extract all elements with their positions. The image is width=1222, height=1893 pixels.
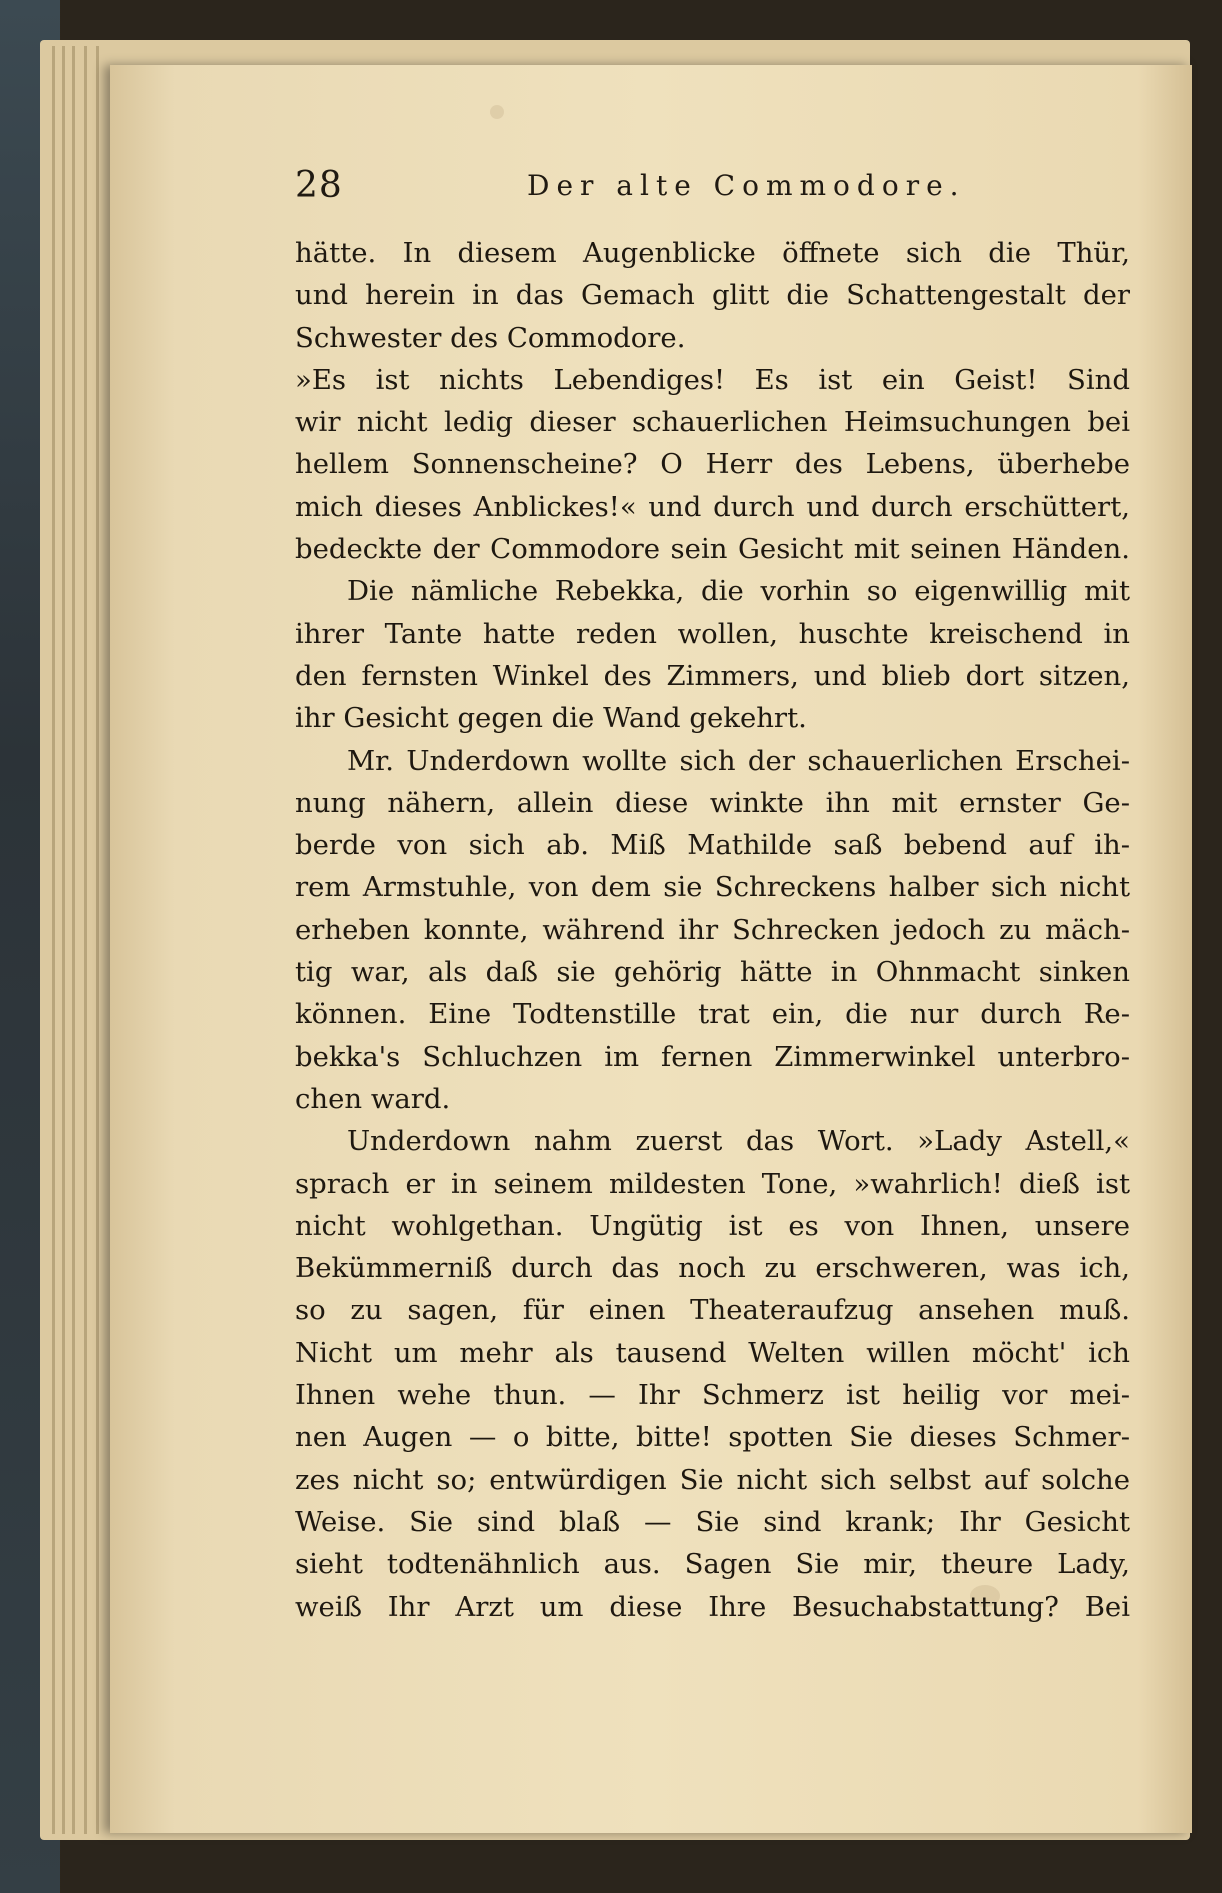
text-line: zes nicht so; entwürdigen Sie nicht sich selbst auf solche xyxy=(295,1463,1130,1496)
text-line: Schwester des Commodore. xyxy=(295,321,686,354)
running-title: Der alte Commodore. xyxy=(527,169,966,202)
text-line: Ihnen wehe thun. — Ihr Schmerz ist heilig vor mei- xyxy=(295,1379,1130,1412)
text-line: hellem Sonnenscheine? O Herr des Lebens, überhebe xyxy=(295,448,1130,481)
text-line: Weise. Sie sind blaß — Sie sind krank; Ihr Gesicht xyxy=(295,1505,1130,1538)
text-line: sieht todtenähnlich aus. Sagen Sie mir, theure Lady, xyxy=(295,1548,1130,1581)
page-header xyxy=(295,165,1130,215)
text-line: berde von sich ab. Miß Mathilde saß bebend auf ih- xyxy=(295,829,1130,862)
text-line: »Es ist nichts Lebendiges! Es ist ein Geist! Sind xyxy=(295,363,1130,396)
text-line: nen Augen — o bitte, bitte! spotten Sie dieses Schmer- xyxy=(295,1421,1130,1454)
text-line: und herein in das Gemach glitt die Schattengestalt der xyxy=(295,279,1130,312)
text-line: ihr Gesicht gegen die Wand gekehrt. xyxy=(295,702,807,735)
text-line: den fernsten Winkel des Zimmers, und blieb dort sitzen, xyxy=(295,659,1130,692)
text-line: Mr. Underdown wollte sich der schauerlichen Erschei- xyxy=(347,744,1130,777)
text-line: wir nicht ledig dieser schauerlichen Heimsuchungen bei xyxy=(295,406,1130,439)
text-line: tig war, als daß sie gehörig hätte in Ohnmacht sinken xyxy=(295,956,1130,989)
text-line: Underdown nahm zuerst das Wort. »Lady Astell,« xyxy=(347,1125,1130,1158)
text-line: sprach er in seinem mildesten Tone, »wahrlich! dieß ist xyxy=(295,1167,1130,1200)
text-line: nicht wohlgethan. Ungütig ist es von Ihnen, unsere xyxy=(295,1209,1130,1242)
text-line: Nicht um mehr als tausend Welten willen möcht' ich xyxy=(295,1336,1130,1369)
text-line: weiß Ihr Arzt um diese Ihre Besuchabstattung? Bei xyxy=(295,1590,1130,1623)
text-line: können. Eine Todtenstille trat ein, die nur durch Re- xyxy=(295,998,1130,1031)
text-line: Bekümmerniß durch das noch zu erschweren, was ich, xyxy=(295,1252,1130,1285)
text-line: mich dieses Anblickes!« und durch und durch erschüttert, xyxy=(295,490,1130,523)
text-line: erheben konnte, während ihr Schrecken jedoch zu mäch- xyxy=(295,913,1130,946)
text-line: bekka's Schluchzen im fernen Zimmerwinkel unterbro- xyxy=(295,1040,1130,1073)
text-line: Die nämliche Rebekka, die vorhin so eigenwillig mit xyxy=(347,575,1130,608)
body-text xyxy=(295,232,1130,1628)
text-line: chen ward. xyxy=(295,1082,451,1115)
text-line: ihrer Tante hatte reden wollen, huschte kreischend in xyxy=(295,617,1130,650)
text-line: bedeckte der Commodore sein Gesicht mit seinen Händen. xyxy=(295,533,1130,566)
text-line: rem Armstuhle, von dem sie Schreckens halber sich nicht xyxy=(295,871,1130,904)
text-line: hätte. In diesem Augenblicke öffnete sich die Thür, xyxy=(295,237,1130,269)
text-line: nung nähern, allein diese winkte ihn mit ernster Ge- xyxy=(295,786,1130,819)
page-number: 28 xyxy=(295,165,343,206)
text-line: so zu sagen, für einen Theateraufzug ansehen muß. xyxy=(295,1294,1130,1327)
